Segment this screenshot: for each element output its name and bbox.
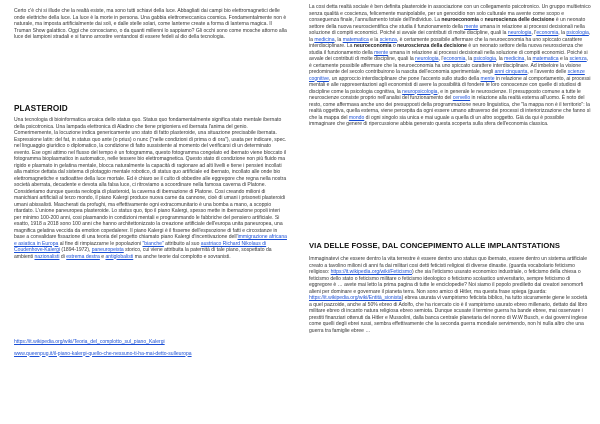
- link-psicologia[interactable]: psicologia: [473, 56, 496, 62]
- text-fragment: , l': [438, 56, 444, 62]
- term-neuroeconomia: neuroeconomia: [441, 17, 479, 23]
- link-feticismo[interactable]: https://it.wikipedia.org/wiki/Feticismo: [330, 269, 412, 275]
- text-fragment: (1894-1972),: [60, 247, 92, 253]
- left-column: [14, 0, 287, 357]
- link-mente[interactable]: mente: [374, 49, 389, 56]
- term-neuroeconomia: neuroeconomia: [353, 43, 392, 49]
- neuroeconomia-paragraph: [309, 4, 591, 199]
- text-fragment: ) ebrea usurata vi vampirismo feticista biblico, ha tutto sicuramente giene le società a quel pazzoide, anche al 50% ebreo di Adolfo, che ha ricercato cio è il vampirismo usurato ebreo millenario, dettato dal libro militare ebreo di incanto natura religiosa ebreo semiota. Dunque scusate il termine guerra ha bande ebree, mai osservare i prestiti finanziari ottenuti da Hitler e Mussolini, dalla banca centrale planetaria del nonno di W.W Busch, e dai governi inglese come quelli degli ebrei russi, sembra effettivamente che la seconda guerra mondiale servimendo, non hi nulla altro che una guerra tra famiglie ebree …: [309, 295, 588, 334]
- link-neuropsicologia[interactable]: neuropsicologia: [402, 88, 438, 95]
- link-mondo[interactable]: mondo: [348, 114, 365, 121]
- text-fragment: , l': [531, 30, 537, 36]
- text-fragment: , un approccio interdisciplinare che pone l'accento sullo studio della: [328, 75, 481, 82]
- link-medicina[interactable]: medicina: [314, 36, 335, 43]
- link-scienza[interactable]: scienza: [379, 36, 397, 43]
- link-economia[interactable]: economia: [536, 30, 559, 36]
- link-anni-cinquanta[interactable]: anni cinquanta: [494, 69, 528, 75]
- link-paneuropeista[interactable]: paneuropeista: [91, 247, 124, 253]
- link-cervello[interactable]: cervello: [452, 95, 471, 101]
- url-wikipedia-kalergi[interactable]: [14, 339, 287, 346]
- text-fragment: , la: [334, 36, 343, 43]
- right-column: [309, 0, 591, 388]
- text-fragment: e la: [558, 56, 570, 62]
- link-coudenhove-kalergi[interactable]: austriaco Richard Nikolaus di Coudenhove-Kalergi: [14, 240, 267, 253]
- text-fragment: , la: [496, 56, 505, 62]
- link-matematica[interactable]: matematica: [532, 56, 559, 62]
- text-fragment: , e in generale le neuroscienze. Il presupposto comune a tutte le neuroscienze consiste proprio nell'analisi del funzionamento del: [309, 88, 581, 101]
- link-neurologia[interactable]: neurologia: [507, 30, 532, 36]
- url-link[interactable]: https://it.wikipedia.org/wiki/Teoria_del_complotto_sul_piano_Kalergi: [14, 339, 165, 345]
- text-fragment: , la: [524, 56, 533, 62]
- text-fragment: , la: [558, 30, 567, 36]
- text-fragment: ma anche teorie dal complotto e sovranisti.: [133, 253, 231, 260]
- link-nazionalisti[interactable]: nazionalisti: [34, 253, 60, 260]
- text-fragment: di ogni singolo sia unica e mai uguale a quella di un altro soggetto. Già da qui è possibile immaginare che genere di ripercussione abbia generato questa scoperta sulla sfera dell'economia classica.: [309, 114, 565, 127]
- text-fragment: è un neonato settore della nuova neuroscienza che studia il funzionamento della: [309, 43, 583, 56]
- link-entita-sionista[interactable]: https://it.wikipedia.org/wiki/Entità_sionista: [309, 295, 402, 301]
- link-neurologia[interactable]: neurologia: [415, 56, 439, 62]
- text-fragment: , è certamente possibile affermare che la neuroeconomia ha uno spiccato carattere interdisciplinare. La: [309, 36, 583, 49]
- text-fragment: , la: [465, 56, 474, 62]
- text-fragment: di: [59, 253, 67, 260]
- text-fragment: è un neonato settore della nuova neuroscientifica che studia il funzionamento della: [309, 17, 586, 30]
- text-fragment: umana in relazione ai processi decisionali nella soluzione di compiti economici. Poiché si avvale dei contributi di molte discipline, quali la: [309, 23, 585, 36]
- plasteroid-paragraph: [14, 117, 287, 335]
- link-scienze-cognitive[interactable]: scienze cognitive: [309, 69, 585, 82]
- text-fragment: storico, cui viene attribuita la paternità di tale piano, sospettato da ambienti: [14, 247, 272, 260]
- url-queenpug[interactable]: [14, 351, 287, 358]
- term-neuroscienza-decisione: neuroscienza della decisione: [397, 43, 467, 49]
- link-economia[interactable]: economia: [443, 56, 466, 62]
- url-link[interactable]: www.queenpug.it/il-piano-kalergi-quello-che-nessuno-ti-ha-mai-detto-sulleuropa: [14, 350, 192, 357]
- text-fragment: Immaginatevi che essere dentro la vita terrestre è essere dentro uno status quo ibernato, essere dentro un sistema artificiale creato a tavolino milioni di anni fa dai militari cosi detti feticisti religiosi di diverse dinastie. (guarda vocabolario feticismo religioso:: [309, 256, 588, 275]
- text-fragment: , è certamente possibile affermare che la neuroeconomia ha uno spiccato carattere interdisciplinare. Ad imbeloire la visione predominante del secolo contribuirono la nascita dell'economia sperimentale, negli: [309, 56, 589, 75]
- text-fragment: , la: [309, 30, 591, 43]
- text-fragment: o: [478, 17, 485, 23]
- text-fragment: o: [391, 43, 398, 49]
- text-fragment: in relazione al comportamento, ai processi mentali e alle rappresentazioni agli economisti di avere la possibilità di fondere le loro conoscenze con quelle di studiosi di discipline come la psicologia cognitiva, la: [309, 75, 591, 95]
- link-mente[interactable]: mente: [464, 23, 479, 30]
- link-bianche[interactable]: "bianche": [142, 240, 164, 247]
- plasteroid-heading: PLASTEROID: [14, 104, 68, 113]
- text-fragment: attribuito al suo: [163, 240, 201, 247]
- link-mente[interactable]: mente: [480, 75, 495, 82]
- text-fragment: in relazione alla realtà esterna all'uomo. È noto del resto, come affermava anche uno dei presupposti della programmazione neuro linguistica, che "la mappa non è il territorio": la realtà oggettiva, quella esterna, viene percepita da ogni essere umano attraverso dei processi di interiorizzazione che fanno sì che la mappa del: [309, 95, 591, 121]
- text-fragment: La cosi detta realtà sociale è ben definita plasteroide in associazione con un collegamento psicotronico. Un gruppo multietnico senza qualità e coscienza, felicemente manipolabile, per un genocidio non solo culturale ma avente come scopo e conseguenza finale, l'annullamento totale dell'individuo. La: [309, 4, 591, 23]
- text-fragment: e: [99, 253, 106, 260]
- link-estrema-destra[interactable]: estrema destra: [66, 253, 100, 260]
- link-antiglobalisti[interactable]: antiglobalisti: [105, 253, 134, 260]
- term-neuroscienza-decisione: neuroscienza delle decisione: [484, 17, 555, 23]
- link-scienza[interactable]: scienza: [569, 56, 587, 62]
- link-immigrazione[interactable]: immigrazione africana e asiatica in Europa: [14, 234, 287, 247]
- intro-paragraph: Certo c'è chi si illude che la realtà esiste, ma sono tutti schiavi della luce. Abbagliati dai campi bio elettromagnetici delle onde elettriche della luce. La luce è la morte in persona. Una gabbia elettromeccanica cosmica. Fondamentalmente non è naturale, ma imposta artificialmente dai soli, e dalle stelle solari, come lanterne create a forma di lanterna magica. Il Truman Show galattico. Oggi che conosciamo, o da quanti millenni lo sappiamo? Gli occhi sono come mosche attorno alla luce dei lampioni stradali e si fanno arrostire ventandosi di essere fedeli al dio della tecnologia.: [14, 8, 287, 40]
- link-psicologia[interactable]: psicologia: [566, 30, 589, 36]
- text-fragment: , e l'avvento delle: [527, 69, 568, 75]
- fosse-paragraph: [309, 256, 591, 388]
- text-fragment: e la: [368, 36, 380, 43]
- fosse-heading: VIA DELLE FOSSE, DAL CONCEPIMENTO ALLE IMPLANTSTATIONS: [309, 241, 561, 250]
- text-fragment: al fine di rimpiazzarne le popolazioni: [58, 240, 143, 247]
- plasteroid-body-text: Una tecnologia di bioinformatica arcaica dello status quo. Status quo fondamentalmente significa stato mentale ibernato della psicotronica. Una lampada elettronica di Aladino che tiene prigioniera ed ibernata l'anima del genio. Comerimemente, la locuzione indica genericamente uno stato di fatto plasteroide, una situazione precisabile ibernata. Espressione latin: del fat, in status quo ante (o prius) o nunc ("nelle condizioni di prima o di ora"), usata per indicare, spec. nel linguaggio giuridico o diplomatico, la condizione di fatto sussistente al momento del verificarsi di un determinato evento. Ese ogni attimo nel flusso del tempo è un fotogramma, questo fotogramma congelato ed ibernato viene bloccato il fotogramma bioplasmatico in automatico, nelle tessere bio elettromagnetica. Questo stato di condizione non più fluido ma rigido e plasmato in gelatina mentale, blocca naturalmente la capacità di ragionare ad alti livelli e tiene i pensieri incollati alla matrice dettata dal sistema di plotaggio mentale robotico, di status quo artificiale ed ibernato, incollato alle onde bio elettromagnetiche e radioattive della luce mortale. Ed è chiaro se il culto di obbedire alle eggregore che regna nella nostra società aberrata, decadente e devota alla falsa luce, ci ritroviamo a scoordinare nella famosa caverna di Platone. Consideriamo dunque questa neologia di plasteroid, la caverna di ibernazione di Platone. Cosi creando milioni di manichiani artificiali al terzo mondo, il piano Kalergi produce nuova carne da cannone, cioè di umani i prisoneti plasteroidi umani abissalisti. Mascherati da profughi, ma effettivamente ogni extracomunitario è una bomba a mano, a scoppio ritardato. L'unione paneuropea plasteroide. Lo status quo, tipo il piano Kalergi, spesso mette in ibernazione popoli interi per minimo 100-200 anni, cosi plasmando in condizioni mentali e programmando le fabbriche del pensiero artificiale. Si esatto, 1918 a 2018 sono 100 anni che hanno architettonizzato la creazione artificiale dell'europa unita paneuropea, una magnifica gelatina veccida da emotion copedalerer. Il piano Kalergi è il fisseme dell'espsozione di fatti e circostanze in base a convalidare fissazione di una teoria del progetto chiamato piano Kalergi d'incentivazione dell': [14, 117, 287, 240]
- link-matematica[interactable]: matematica: [342, 36, 369, 43]
- text-fragment: ) che sia l'eticismo usurato economico industriale, o feticismo della chiesa o feticismo dello stato o feticismo militare o feticismo ideologico o feticismo scolastico universitario, sempre feticismo di eggregore è … avete mai letto la prima pagina di tutte le enciclopedie? Noi siamo il popolo prediletto dai creatori xenomorfi alieni per dominare e governare il pianeta terra. Non sono amico di Hitler, ma questa frase spiega (guarda:: [309, 269, 584, 295]
- link-medicina[interactable]: medicina: [504, 56, 525, 62]
- text-fragment: umana in relazione ai processi decisionali nella soluzione di compiti economici. Poiché si avvale dei contributi di molte discipline, quali la: [309, 49, 588, 62]
